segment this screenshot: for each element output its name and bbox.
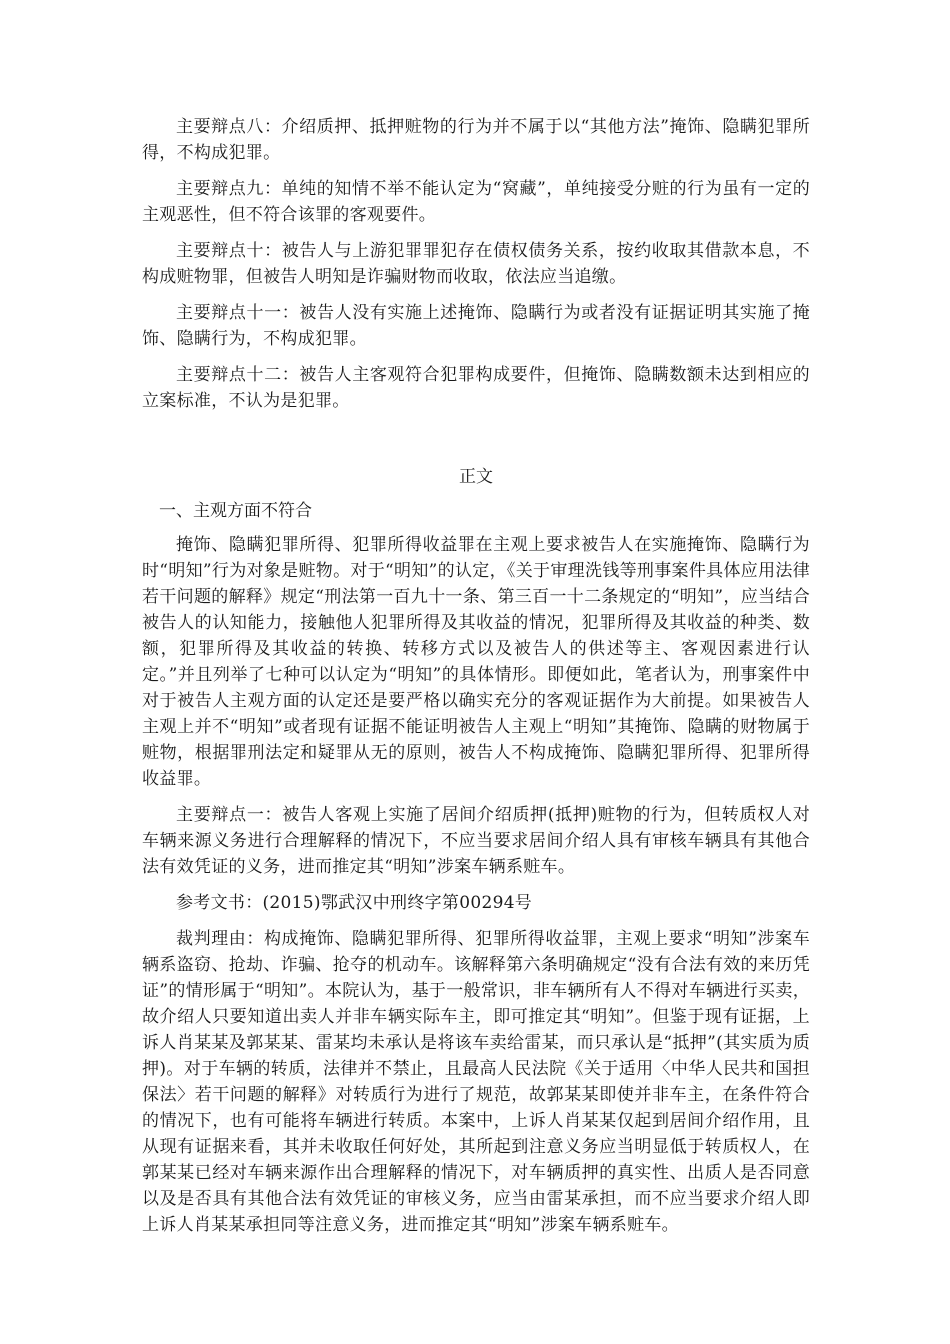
body-paragraph-intro: 掩饰、隐瞒犯罪所得、犯罪所得收益罪在主观上要求被告人在实施掩饰、隐瞒行为时“明知”行为对象是赃物。对于“明知”的认定，《关于审理洗钱等刑事案件具体应用法律若干问题的解释》规定“刑法第一百九十一条、第三百一十二条规定的“明知”，应当结合被告人的认知能力，接触他人犯罪所得及其收益的情况，犯罪所得及其收益的种类、数额，犯罪所得及其收益的转换、转移方式以及被告人的供述等主、客观因素进行认定。”并且列举了七种可以认定为“明知”的具体情形。即便如此，笔者认为，刑事案件中对于被告人主观方面的认定还是要严格以确实充分的客观证据作为大前提。如果被告人主观上并不“明知”或者现有证据不能证明被告人主观上“明知”其掩饰、隐瞒的财物属于赃物，根据罪刑法定和疑罪从无的原则，被告人不构成掩饰、隐瞒犯罪所得、犯罪所得收益罪。 (142, 535, 810, 789)
defense-point-10: 主要辩点十：被告人与上游犯罪罪犯存在债权债务关系，按约收取其借款本息，不构成赃物罪，但被告人明知是诈骗财物而收取，依法应当追缴。 (142, 241, 810, 287)
document-content (142, 114, 810, 1248)
defense-point-8: 主要辩点八：介绍质押、抵押赃物的行为并不属于以“其他方法”掩饰、隐瞒犯罪所得，不构成犯罪。 (142, 117, 810, 163)
defense-point-9: 主要辩点九：单纯的知情不举不能认定为“窝藏”，单纯接受分赃的行为虽有一定的主观恶性，但不符合该罪的客观要件。 (142, 179, 810, 225)
section-title: 一、主观方面不符合 (159, 501, 312, 521)
body-paragraph-point-1: 主要辩点一：被告人客观上实施了居间介绍质押(抵押)赃物的行为，但转质权人对车辆来源义务进行合理解释的情况下，不应当要求居间介绍人具有审核车辆具有其他合法有效凭证的义务，进而推定其“明知”涉案车辆系赃车。 (142, 805, 810, 877)
spacer (142, 424, 810, 464)
main-heading: 正文 (459, 467, 493, 487)
body-paragraph-reasoning: 裁判理由：构成掩饰、隐瞒犯罪所得、犯罪所得收益罪，主观上要求“明知”涉案车辆系盗窃、抢劫、诈骗、抢夺的机动车。该解释第六条明确规定“没有合法有效的来历凭证”的情形属于“明知”。本院认为，基于一般常识，非车辆所有人不得对车辆进行买卖，故介绍人只要知道出卖人并非车辆实际车主，即可推定其“明知”。但鉴于现有证据，上诉人肖某某及郭某某、雷某均未承认是将该车卖给雷某，而只承认是“抵押”(其实质为质押)。对于车辆的转质，法律并不禁止，且最高人民法院《关于适用〈中华人民共和国担保法〉若干问题的解释》对转质行为进行了规范，故郭某某即使并非车主，在条件符合的情况下，也有可能将车辆进行转质。本案中，上诉人肖某某仅起到居间介绍作用，且从现有证据来看，其并未收取任何好处，其所起到注意义务应当明显低于转质权人，在郭某某已经对车辆来源作出合理解释的情况下，对车辆质押的真实性、出质人是否同意以及是否具有其他合法有效凭证的审核义务，应当由雷某承担，而不应当要求介绍人即上诉人肖某某承担同等注意义务，进而推定其“明知”涉案车辆系赃车。 (142, 929, 810, 1235)
defense-point-12: 主要辩点十二：被告人主客观符合犯罪构成要件，但掩饰、隐瞒数额未达到相应的立案标准，不认为是犯罪。 (142, 365, 810, 411)
body-paragraph-reference: 参考文书：(2015)鄂武汉中刑终字第00294号 (176, 893, 533, 913)
defense-point-11: 主要辩点十一：被告人没有实施上述掩饰、隐瞒行为或者没有证据证明其实施了掩饰、隐瞒行为，不构成犯罪。 (142, 303, 810, 349)
